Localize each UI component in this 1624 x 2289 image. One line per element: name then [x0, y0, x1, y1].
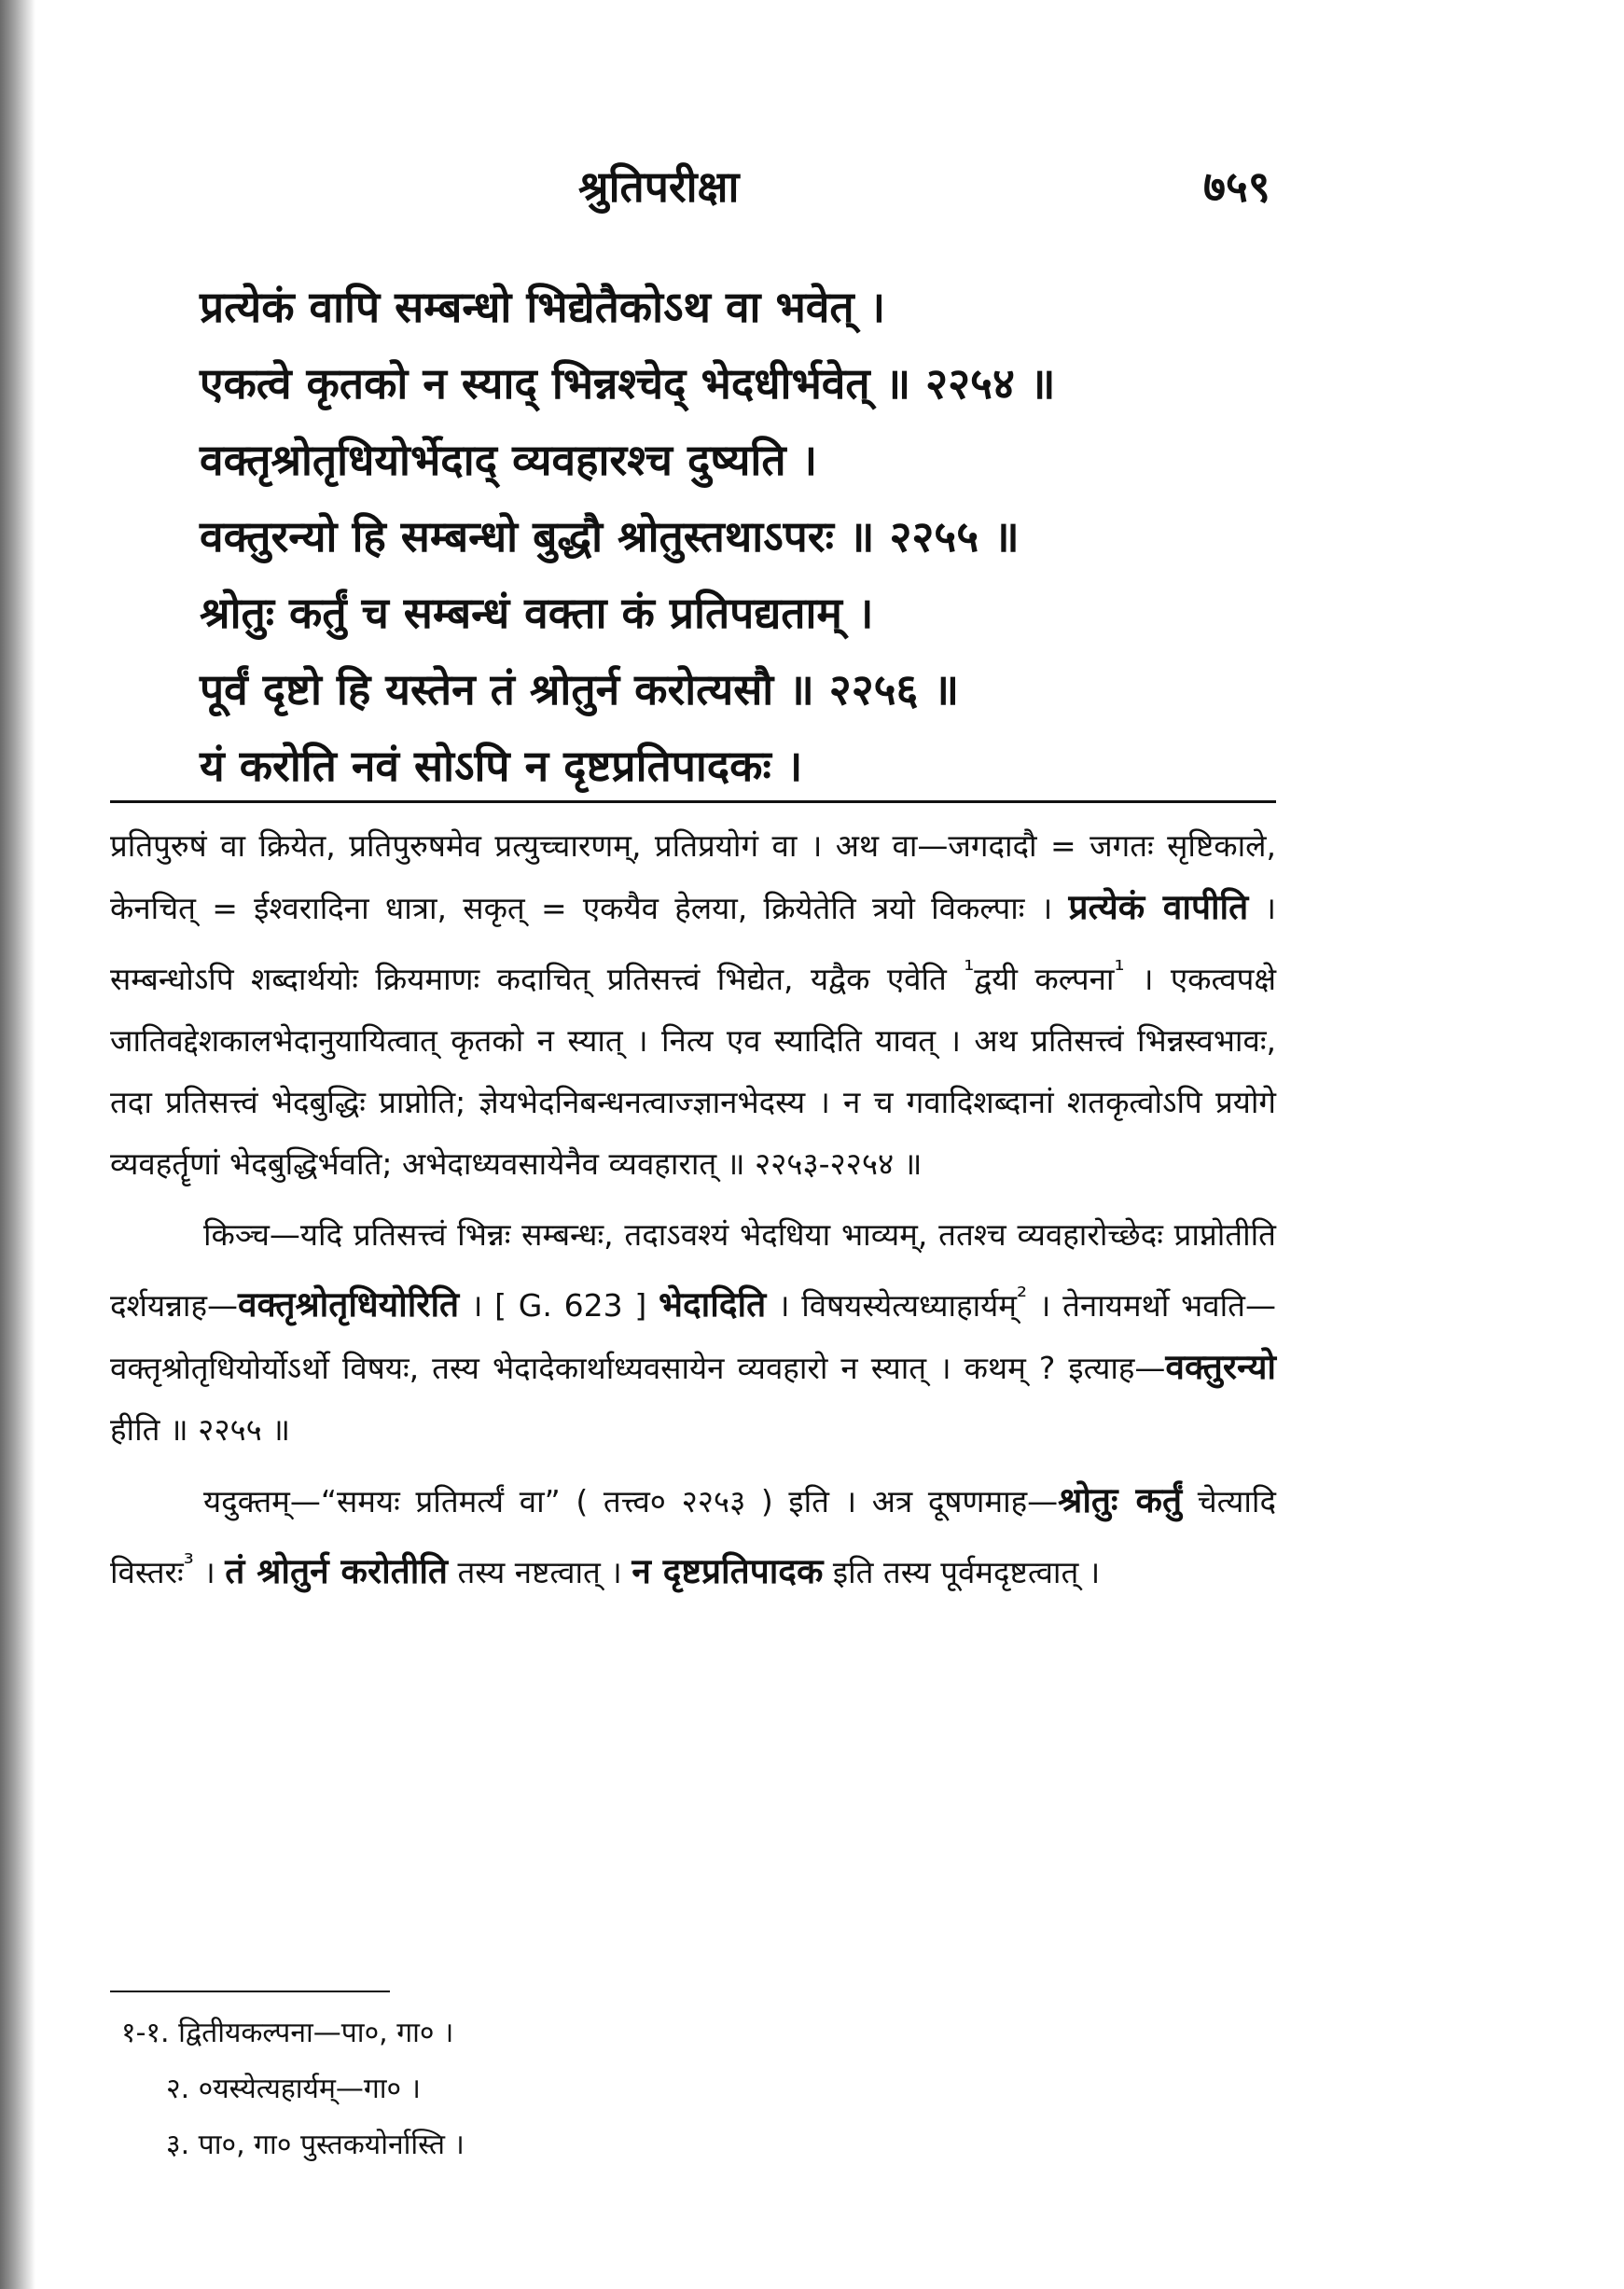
commentary-paragraph — [110, 815, 1276, 1195]
footnote: १-१. द्वितीयकल्पना—पा०, गा० । — [121, 2017, 454, 2049]
commentary-text: इति तस्य पूर्वमदृष्टत्वात् । — [832, 1554, 1101, 1590]
commentary-text: किञ्च—यदि प्रतिसत्त्वं भिन्नः सम्बन्धः, तदाऽवश्यं भेदधिया भाव्यम्, ततश्च व्यवहारोच्छेदः प्राप्नोतीति दर्शयन्नाह— — [110, 1216, 1276, 1324]
verse-line: एकत्वे कृतको न स्याद् भिन्नश्चेद् भेदधीर्भवेत् ॥ २२५४ ॥ — [200, 358, 1056, 409]
verse-block — [200, 269, 1319, 804]
verse-line: श्रोतुः कर्तुं च सम्बन्धं वक्ता कं प्रतिपद्यताम् । — [200, 588, 874, 638]
footnote-marker: ¹ — [964, 955, 975, 985]
commentary-paragraph — [110, 1470, 1276, 1603]
commentary-text: प्रतिपुरुषं वा क्रियेत, प्रतिपुरुषमेव प्रत्युच्चारणम्, प्रतिप्रयोगं वा । अथ वा—जगदादौ = जगतः सृष्टिकाले, केनचित् = ईश्वरादिना धात्रा, सकृत् = एकयैव हेलया, क्रियेतेति त्रयो विकल्पाः । — [110, 827, 1276, 926]
commentary-text: । [ G. 623 ] — [470, 1287, 647, 1324]
footnote-marker: ¹ — [1114, 955, 1125, 985]
verse-line: वक्तृश्रोतृधियोर्भेदाद् व्यवहारश्च दुष्यति । — [200, 435, 818, 485]
commentary-text: द्वयी कल्पना — [974, 961, 1115, 997]
binding-edge — [0, 0, 35, 2289]
commentary-text: । — [1141, 961, 1154, 997]
commentary-text: चेत्यादि विस्तरः — [110, 1483, 1276, 1590]
verse-lemma: वक्तुरन्यो — [1165, 1347, 1276, 1387]
commentary-text: । विषयस्येत्यध्याहार्यम् — [777, 1287, 1018, 1324]
verse-lemma: भेदादिति — [659, 1284, 767, 1325]
footnote: ३. पा०, गा० पुस्तकयोर्नास्ति । — [166, 2129, 465, 2161]
footnote-marker: ² — [1017, 1282, 1028, 1311]
commentary-text: । तेनायमर्थो भवति—वक्तृश्रोतृधियोर्योऽर्थो विषयः, तस्य भेदादेकार्थाध्यवसायेन व्यवहारो न स्यात् । कथम् ? इत्याह— — [110, 1287, 1276, 1386]
verse-line: यं करोति नवं सोऽपि न दृष्टप्रतिपादकः । — [200, 741, 803, 791]
page-header — [0, 157, 1624, 213]
verse-line: पूर्वं दृष्टो हि यस्तेन तं श्रोतुर्न करोत्यसौ ॥ २२५६ ॥ — [200, 664, 960, 714]
commentary-text: । सम्बन्धोऽपि शब्दार्थयोः क्रियमाणः कदाचित् प्रतिसत्त्वं भिद्येत, यद्वैक एवेति — [110, 890, 1276, 997]
footnote-marker: ³ — [183, 1548, 194, 1578]
commentary-text: एकत्वपक्षे जातिवद्देशकालभेदानुयायित्वात् कृतको न स्यात् । नित्य एव स्यादिति यावत् । अथ प्रतिसत्त्वं भिन्नस्वभावः, तदा प्रतिसत्त्वं भेदबुद्धिः प्राप्नोति; ज्ञेयभेदनिबन्धनत्वाज्ज्ञानभेदस्य । न च गवादिशब्दानां शतकृत्वोऽपि प्रयोगे व्यवहर्तॄणां भेदबुद्धिर्भवति; अभेदाध्यवसायेनैव व्यवहारात् ॥ २२५३-२२५४ ॥ — [110, 961, 1276, 1182]
verse-lemma: श्रोतुः कर्तुं — [1058, 1480, 1183, 1520]
commentary-text: हीति ॥ २२५५ ॥ — [110, 1411, 291, 1448]
verse-lemma: वक्तृश्रोतृधियोरिति — [237, 1284, 460, 1325]
footnotes — [110, 2005, 950, 2173]
footnote-divider — [110, 1991, 390, 1992]
verse-lemma: तं श्रोतुर्न करोतीति — [225, 1551, 448, 1591]
commentary — [110, 815, 1276, 1613]
verse-line: वक्तुरन्यो हि सम्बन्धो बुद्धौ श्रोतुस्तथाऽपरः ॥ २२५५ ॥ — [200, 511, 1020, 562]
page-number: ७५९ — [1203, 161, 1270, 212]
verse-lemma: प्रत्येकं वापीति — [1068, 887, 1249, 927]
verse-line: प्रत्येकं वापि सम्बन्धो भिद्येतैकोऽथ वा भवेत् । — [200, 282, 886, 332]
commentary-paragraph — [110, 1204, 1276, 1461]
running-title: श्रुतिपरीक्षा — [578, 161, 740, 212]
section-divider — [110, 800, 1276, 803]
commentary-text: तस्य नष्टत्वात् । — [457, 1554, 622, 1590]
verse-lemma: न दृष्टप्रतिपादक — [632, 1551, 824, 1591]
commentary-text: यदुक्तम्—“समयः प्रतिमर्त्यं वा” ( तत्त्व० २२५३ ) इति । अत्र दूषणमाह— — [203, 1483, 1059, 1519]
footnote: २. ०यस्येत्यहार्यम्—गा० । — [166, 2073, 422, 2105]
commentary-text: । — [203, 1554, 215, 1590]
